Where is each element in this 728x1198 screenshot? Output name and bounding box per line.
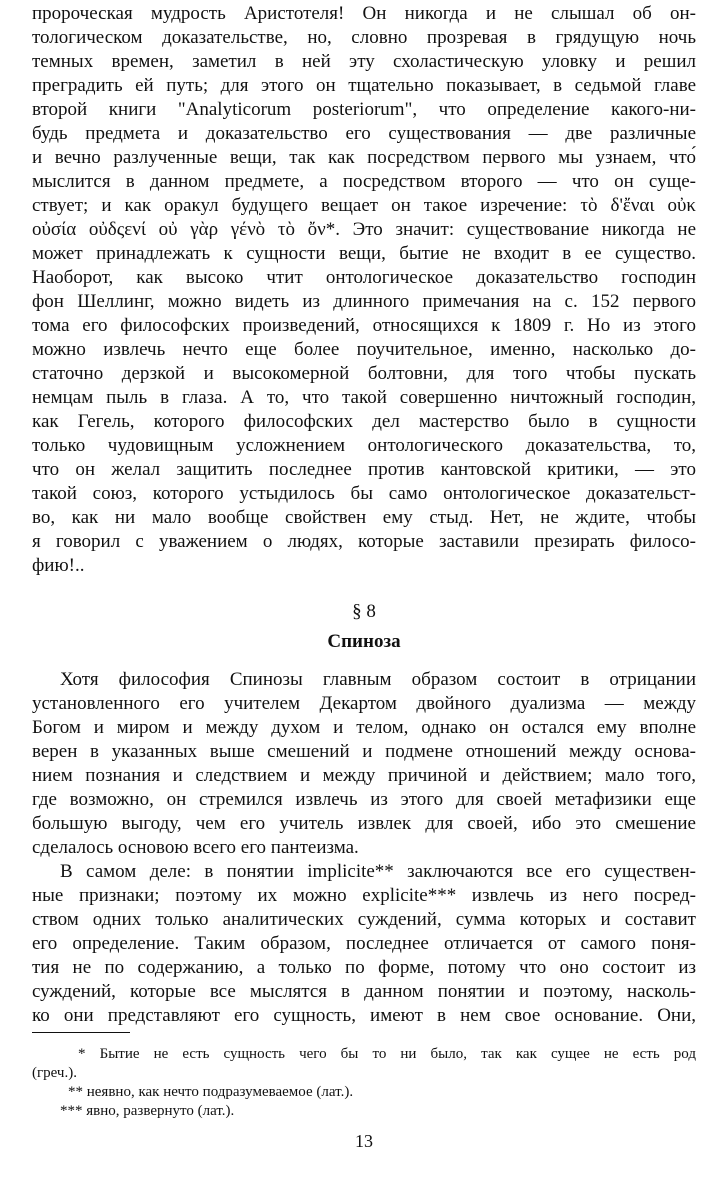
text-line: и вечно разлученные вещи, так как посредством первого мы узнаем, что́ bbox=[32, 147, 696, 168]
text-line: можно извлечь нечто еще более поучительное, именно, насколько до- bbox=[32, 339, 696, 360]
text-line: ко они представляют его сущность, имеют в нем свое основание. Они, bbox=[32, 1005, 696, 1026]
text-line: только чудовищным усложнением онтологического доказательства, то, bbox=[32, 435, 696, 456]
text-line: сделалось основою всего его пантеизма. bbox=[32, 837, 359, 858]
text-line: во, как ни мало вообще свойствен ему стыд. Нет, не ждите, чтобы bbox=[32, 507, 696, 528]
text-line: будь предмета и доказательство его существования — две различные bbox=[32, 123, 696, 144]
text-line: статочно дерзкой и высокомерной болтовни, для того чтобы пускать bbox=[32, 363, 696, 384]
footnote-divider bbox=[32, 1032, 130, 1033]
text-line: Хотя философия Спинозы главным образом состоит в отрицании bbox=[60, 669, 696, 690]
text-line: фон Шеллинг, можно видеть из длинного примечания на с. 152 первого bbox=[32, 291, 696, 312]
text-line: тома его философских произведений, относящихся к 1809 г. Но из этого bbox=[32, 315, 696, 336]
text-line: большую выгоду, чем его учитель извлек для своей, ибо это смешение bbox=[32, 813, 696, 834]
text-line: его определение. Таким образом, последнее отличается от самого поня- bbox=[32, 933, 696, 954]
footnote: ** неявно, как нечто подразумеваемое (лат.). bbox=[68, 1084, 354, 1100]
text-line: немцам пыль в глаза. А то, что такой совершенно ничтожный господин, bbox=[32, 387, 696, 408]
text-line: установленного его учителем Декартом двойного дуализма — между bbox=[32, 693, 696, 714]
text-line: что он желал защитить последнее против кантовской критики, — это bbox=[32, 459, 696, 480]
text-line: Богом и миром и между духом и телом, однако он остался ему вполне bbox=[32, 717, 696, 738]
text-line: преградить ей путь; для этого он тщательно показывает, в седьмой главе bbox=[32, 75, 696, 96]
text-line: тологическом доказательстве, но, словно прозревая в грядущую ночь bbox=[32, 27, 696, 48]
page-number: 13 bbox=[355, 1131, 373, 1151]
text-line: ствует; и как оракул будущего вещает он такое изречение: τὸ δ'ἔναι οὐκ bbox=[32, 195, 696, 216]
section-title: Спиноза bbox=[327, 631, 401, 652]
text-line: В самом деле: в понятии implicite** заключаются все его существен- bbox=[60, 861, 696, 882]
text-line: тия не по содержанию, а только по форме, потому что оно состоит из bbox=[32, 957, 696, 978]
footnote: *** явно, развернуто (лат.). bbox=[60, 1103, 235, 1119]
text-line: такой союз, которого устыдилось бы само онтологическое доказательст- bbox=[32, 483, 696, 504]
text-line: может принадлежать к сущности вещи, бытие не входит в ее существо. bbox=[32, 243, 696, 264]
text-line: второй книги "Analyticorum posteriorum", что определение какого-ни- bbox=[32, 99, 696, 120]
section-number: § 8 bbox=[352, 601, 376, 622]
footnote-continuation: (греч.). bbox=[32, 1065, 77, 1081]
text-line: мыслится в данном предмете, а посредством второго — что он суще- bbox=[32, 171, 696, 192]
text-line: ные признаки; поэтому их можно explicite*** извлечь из него посред- bbox=[32, 885, 696, 906]
text-line: где возможно, он стремился извлечь из этого для своей метафизики еще bbox=[32, 789, 696, 810]
text-line: Наоборот, как высоко чтит онтологическое доказательство господин bbox=[32, 267, 696, 288]
text-line: я говорил с уважением о людях, которые заставили презирать филосо- bbox=[32, 531, 696, 552]
text-line: пророческая мудрость Аристотеля! Он никогда и не слышал об он- bbox=[32, 3, 696, 24]
text-line: верен в указанных выше смешений и подмене отношений между основа- bbox=[32, 741, 696, 762]
text-line: οὐσία οὐδςενί οὐ γὰρ γένὸ τὸ ὄν*. Это значит: существование никогда не bbox=[32, 219, 696, 240]
text-line: суждений, которые все мыслятся в данном понятии и поэтому, насколь- bbox=[32, 981, 696, 1002]
text-line: нием познания и следствием и между причиной и действием; мало того, bbox=[32, 765, 696, 786]
text-line: фию!.. bbox=[32, 555, 85, 576]
text-line: ством одних только аналитических суждений, сумма которых и составит bbox=[32, 909, 696, 930]
text-line: как Гегель, которого философских дел мастерство было в сущности bbox=[32, 411, 696, 432]
footnote: * Бытие не есть сущность чего бы то ни было, так как сущее не есть род bbox=[78, 1046, 696, 1062]
text-line: темных времен, заметил в ней эту схоластическую уловку и решил bbox=[32, 51, 696, 72]
